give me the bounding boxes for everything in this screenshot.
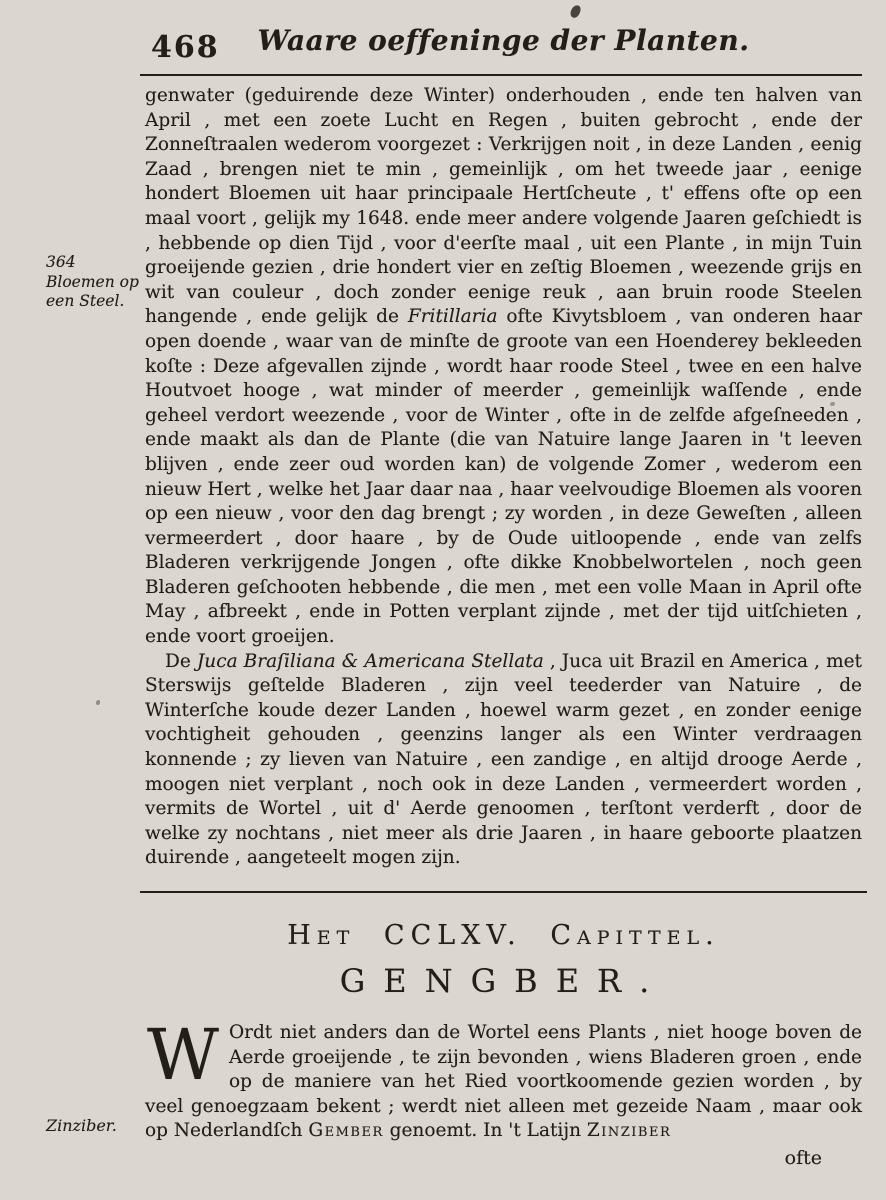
paragraph-gengber <box>145 1014 862 1144</box>
scan-speck <box>569 4 582 19</box>
running-header <box>145 24 862 65</box>
chapter-paragraph-text: Ordt niet anders dan de Wortel eens Plants , niet hooge boven de Aerde groeijende , te zijn bevonden , wiens Bladeren groen , ende op de maniere van het Ried voortkoomende gezien worden , by veel genoegzaam bekent ; werdt niet alleen met gezeide Naam , maar ook op Nederlandſch Gember genoemt. In 't Latijn Zinziber <box>145 1022 862 1142</box>
header-divider <box>140 74 862 76</box>
section-divider <box>140 891 867 893</box>
margin-note-zinziber: Zinziber. <box>46 1116 117 1135</box>
paragraph-bloemen-continuation: genwater (geduirende deze Winter) onderhouden , ende ten halven van April , met een zoete Lucht en Regen , buiten gebrocht , ende der Zonneſtraalen wederom voorgezet : Verkrijgen noit , in deze Landen , eenig Zaad , brengen niet te min , gemeinlijk , om het tweede jaar , eenige hondert Bloemen uit haar principaale Hertſcheute , t' effens ofte op een maal voort , gelijk my 1648. ende meer andere volgende Jaaren geſchiedt is , hebbende op dien Tijd , voor d'eerſte maal , uit een Plante , in mijn Tuin groeijende gezien , drie hondert vier en zeſtig Bloemen , weezende grijs en wit van couleur , doch zonder eenige reuk , aan bruin roode Steelen hangende , ende gelijk de Fritillaria ofte Kivytsbloem , van onderen haar open doende , waar van de minſte de groote van een Hoenderey bekleeden koſte : Deze afgevallen zijnde , wordt haar roode Steel , twee en een halve Houtvoet hooge , wat minder of meerder , gemeinlijk waſſende , ende geheel verdort weezende , voor de Winter , ofte in de zelfde afgeſneeden , ende maakt als dan de Plante (die van Natuire lange Jaaren in 't leeven blijven , ende zeer oud worden kan) de volgende Zomer , wederom een nieuw Hert , welke het Jaar daar naa , haar veelvoudige Bloemen als vooren op een nieuw , voor den dag brengt ; zy worden , in deze Geweſten , alleen vermeerdert , door haare , by de Oude uitloopende , ende van zelfs Bladeren verkrijgende Jongen , ofte dikke Knobbelwortelen , noch geen Bladeren geſchooten hebbende , die men , met een volle Maan in April ofte May , afbreekt , ende in Potten verplant zijnde , met der tijd uitſchieten , ende voort groeijen. <box>145 85 862 648</box>
running-title: Waare oeffeninge der Planten. <box>257 24 750 57</box>
drop-cap: W <box>147 1014 219 1096</box>
paragraph-juca: De Juca Braſiliana & Americana Stellata , Juca uit Brazil en America , met Sterswijs geſtelde Bladeren , zijn veel teederder van Natuire , de Winterſche koude dezer Landen , hoewel warm gezet , en zonder eenige vochtigheit gehouden , geenzins langer als een Winter verdraagen konnende ; zy lieven van Natuire , een zandige , en altijd drooge Aerde , moogen niet verplant , noch ook in deze Landen , vermeerdert worden , vermits de Wortel , uit d' Aerde genoomen , terſtont verderft , door de welke zy nochtans , niet meer als drie Jaaren , in haare geboorte plaatzen duirende , aangeteelt mogen zijn. <box>145 650 862 869</box>
page-number: 468 <box>151 30 220 65</box>
margin-note-bloemen: 364 Bloemen op een Steel. <box>46 253 139 310</box>
scan-speck <box>96 700 100 705</box>
chapter-title: GENGBER. <box>339 962 668 1000</box>
chapter-heading: Het CCLXV. Capittel. <box>287 920 720 951</box>
catchword: ofte <box>784 1147 822 1169</box>
text-column <box>145 84 862 1144</box>
